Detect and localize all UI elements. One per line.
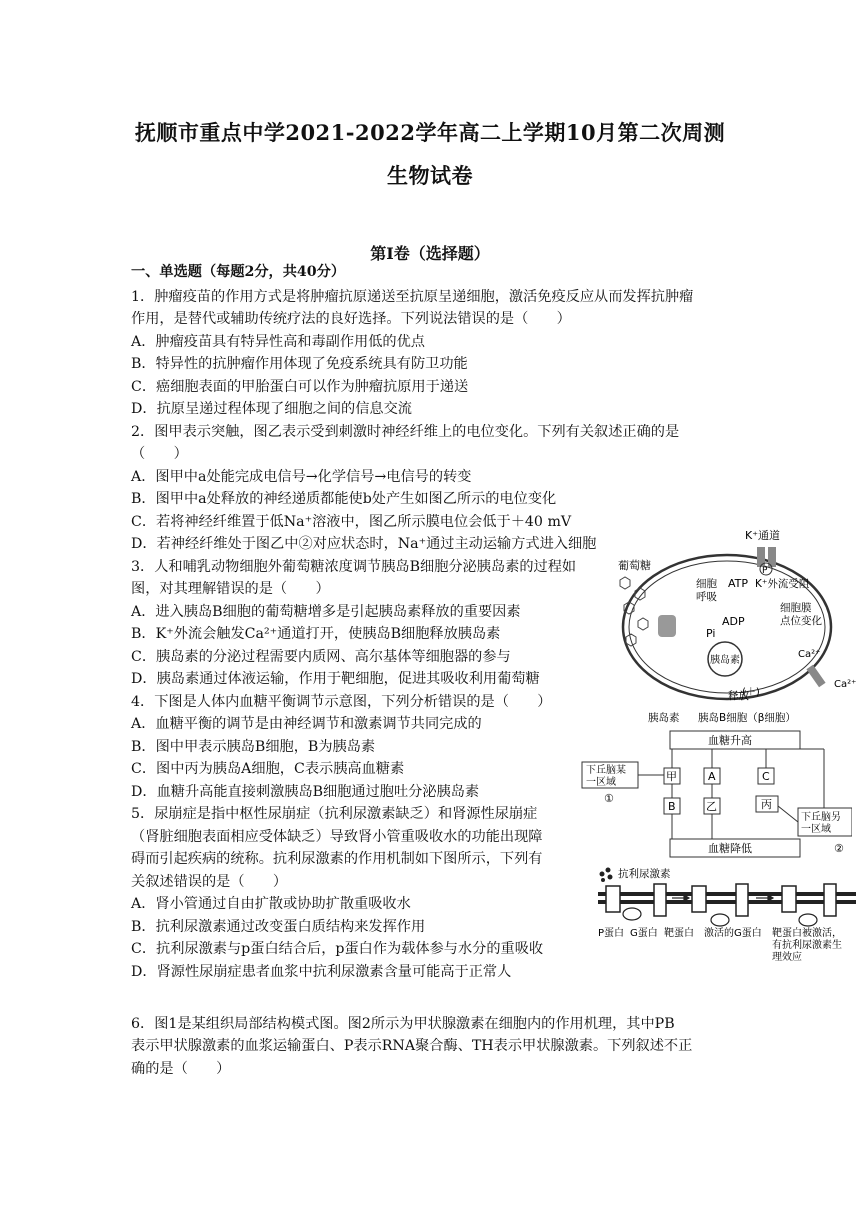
target-protein-label: 靶蛋白	[664, 928, 694, 939]
text-line: B．抗利尿激素通过改变蛋白质结构来发挥作用	[131, 919, 426, 935]
text-line: （肾脏细胞表面相应受体缺乏）导致肾小管重吸收水的功能出现障	[131, 829, 543, 845]
text-line: A．肾小管通过自由扩散或协助扩散重吸收水	[131, 896, 411, 912]
text-line: 3．人和哺乳动物细胞外葡萄糖浓度调节胰岛B细胞分泌胰岛素的过程如	[131, 559, 577, 575]
text-line: 关叙述错误的是（ ）	[131, 874, 288, 890]
regulation-arrows	[638, 749, 824, 839]
b-label: B	[668, 800, 676, 813]
text-line: 2．图甲表示突触，图乙表示受到刺激时神经纤维上的电位变化。下列有关叙述正确的是	[131, 424, 680, 440]
exam-title: 抚顺市重点中学2021-2022学年高二上学期10月第二次周测	[134, 120, 726, 145]
plus-label: (＋)	[742, 687, 760, 698]
text-line: A．进入胰岛B细胞的葡萄糖增多是引起胰岛素释放的重要因素	[131, 604, 521, 620]
g-protein-label: G蛋白	[630, 928, 658, 939]
insulin-vesicle-label: 胰岛素	[710, 655, 740, 666]
text-line: C．癌细胞表面的甲胎蛋白可以作为肿瘤抗原用于递送	[131, 379, 469, 395]
text-line: D．胰岛素通过体液运输，作用于靶细胞，促进其吸收利用葡萄糖	[131, 671, 540, 687]
membrane-change-label: 细胞膜点位变化	[780, 602, 822, 627]
adh-dots-icon	[600, 868, 613, 883]
c-label: C	[762, 770, 770, 783]
text-line: B．图中甲表示胰岛B细胞，B为胰岛素	[131, 739, 376, 755]
k-channel-icon	[757, 547, 765, 567]
p-protein-label: P蛋白	[598, 928, 625, 939]
text-line: 表示甲状腺激素的血浆运输蛋白、P表示RNA聚合酶、TH表示甲状腺激素。下列叙述不正	[131, 1038, 693, 1054]
membrane-band	[598, 892, 856, 904]
cell-name-label: 胰岛B细胞（β细胞）	[698, 712, 796, 724]
part-heading: 第I卷（选择题）	[370, 244, 490, 263]
activated-target-label: 靶蛋白被激活，有抗利尿激素生理效应	[772, 928, 842, 963]
jia-label: 甲	[666, 770, 677, 783]
ca-out-label: Ca²⁺	[834, 679, 857, 690]
text-line: A．血糖平衡的调节是由神经调节和激素调节共同完成的	[131, 716, 482, 732]
text-line: D．肾源性尿崩症患者血浆中抗利尿激素含量可能高于正常人	[131, 964, 512, 980]
text-line: B．特异性的抗肿瘤作用体现了免疫系统具有防卫功能	[131, 356, 468, 372]
text-line: D．若神经纤维处于图乙中②对应状态时，Na⁺通过主动运输方式进入细胞	[131, 536, 597, 552]
yi-label: 乙	[706, 800, 717, 813]
text-line: D．抗原呈递过程体现了细胞之间的信息交流	[131, 401, 412, 417]
high-glucose-label: 血糖升高	[708, 734, 752, 747]
text-line: 4．下图是人体内血糖平衡调节示意图，下列分析错误的是（ ）	[131, 694, 552, 710]
adp-label: ADP	[722, 615, 745, 628]
text-line: C．抗利尿激素与p蛋白结合后，p蛋白作为载体参与水分的重吸收	[131, 941, 544, 957]
text-line: 碍而引起疾病的统称。抗利尿激素的作用机制如下图所示，下列有	[131, 851, 543, 867]
glucose-regulation-figure	[580, 728, 852, 860]
text-line: 1．肿瘤疫苗的作用方式是将肿瘤抗原递送至抗原呈递细胞，激活免疫反应从而发挥抗肿瘤	[131, 289, 694, 305]
text-line: （ ）	[131, 446, 188, 462]
text-line: 图，对其理解错误的是（ ）	[131, 581, 330, 597]
text-line: 作用，是替代或辅助传统疗法的良好选择。下列说法错误的是（ ）	[131, 311, 571, 327]
release-label: 释放	[728, 690, 749, 702]
hypothalamus-1-num: ①	[604, 792, 614, 805]
text-line: C．胰岛素的分泌过程需要内质网、高尔基体等细胞器的参与	[131, 649, 511, 665]
text-line: 6．图1是某组织局部结构模式图。图2所示为甲状腺激素在细胞内的作用机理，其中PB	[131, 1016, 675, 1032]
adh-mechanism-figure	[596, 864, 858, 988]
glucose-transporter-icon	[658, 615, 676, 637]
glucose-label: 葡萄糖	[618, 559, 651, 572]
bing-label: 丙	[761, 798, 772, 811]
ca-in-label: Ca²⁺	[798, 649, 821, 660]
text-line: B．图甲中a处释放的神经递质都能使b处产生如图乙所示的电位变化	[131, 491, 557, 507]
k-blocked-label: K⁺外流受阻	[755, 578, 810, 590]
low-glucose-label: 血糖降低	[708, 842, 752, 855]
text-line: C．图中丙为胰岛A细胞，C表示胰高血糖素	[131, 761, 405, 777]
text-line: 5．尿崩症是指中枢性尿崩症（抗利尿激素缺乏）和肾源性尿崩症	[131, 806, 538, 822]
activated-g-label: 激活的G蛋白	[704, 928, 762, 939]
hypothalamus-1-label: 下丘脑某一区域	[586, 765, 626, 788]
hypothalamus-2-label: 下丘脑另一区域	[801, 812, 841, 835]
text-line: B．K⁺外流会触发Ca²⁺通道打开，使胰岛B细胞释放胰岛素	[131, 626, 501, 642]
adh-label: 抗利尿激素	[618, 868, 671, 880]
ca-channel-icon	[806, 665, 825, 688]
p-label: P	[762, 566, 768, 576]
text-line: C．若将神经纤维置于低Na⁺溶液中，图乙所示膜电位会低于＋40 mV	[131, 514, 572, 530]
exam-subtitle: 生物试卷	[387, 163, 473, 188]
a-label: A	[708, 770, 716, 783]
atp-label: ATP	[728, 577, 749, 590]
text-line: A．图甲中a处能完成电信号→化学信号→电信号的转变	[131, 469, 472, 485]
text-line: 确的是（ ）	[131, 1061, 231, 1077]
insulin-label: 胰岛素	[648, 712, 680, 724]
text-line: D．血糖升高能直接刺激胰岛B细胞通过胞吐分泌胰岛素	[131, 784, 480, 800]
islet-b-cell-figure	[600, 525, 858, 725]
pi-label: Pi	[706, 627, 716, 640]
hypothalamus-2-num: ②	[834, 842, 844, 855]
respiration-label: 细胞呼吸	[696, 578, 717, 603]
k-channel-label: K⁺通道	[745, 529, 781, 542]
text-line: A．肿瘤疫苗具有特异性高和毒副作用低的优点	[131, 334, 425, 350]
section-heading: 一、单选题（每题2分，共40分）	[131, 264, 346, 280]
